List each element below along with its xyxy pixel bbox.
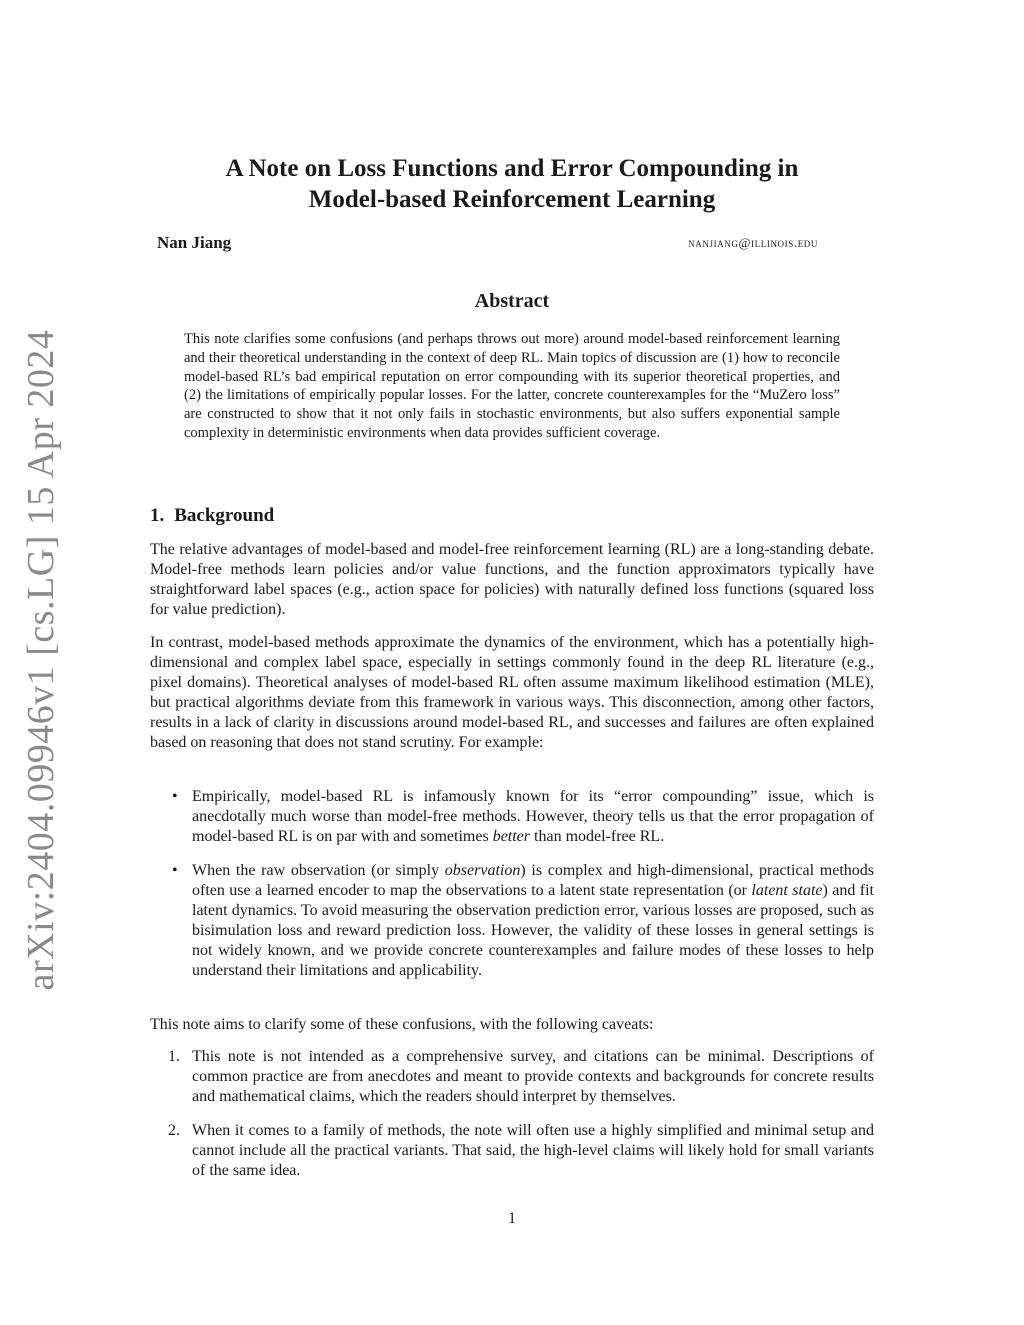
section-title: Background [174, 505, 275, 526]
paragraph-1: The relative advantages of model-based and model-free reinforcement learning (RL) are a long-standing debate. Model-free methods learn policies and/or value functions, and the function approximators typically have straightforward label spaces (e.g., action space for policies) with naturally defined loss functions (squared loss for value prediction). [150, 541, 874, 618]
bullet-item-1 [172, 787, 874, 847]
paper-title [150, 153, 874, 215]
bullet-2-text-c: ) and fit latent dynamics. To avoid measuring the observation prediction error, various losses are proposed, such as bisimulation loss and reward prediction loss. However, the validity of these losses in general settings is not widely known, and we provide concrete counterexamples and failure modes of these losses to help understand their limitations and applicability. [192, 882, 874, 979]
title-line-2: Model-based Reinforcement Learning [308, 186, 716, 213]
bullet-2-text-b: ) is complex and high-dimensional, practical methods often use a learned encoder to map the observations to a latent state representation (or [192, 862, 875, 899]
bullet-item-2 [172, 861, 875, 981]
numbered-item-1 [168, 1047, 874, 1107]
title-line-1: A Note on Loss Functions and Error Compounding in [225, 155, 799, 182]
paragraph-2: In contrast, model-based methods approximate the dynamics of the environment, which has a potentially high-dimensional and complex label space, especially in settings commonly found in the deep RL literature (e.g., pixel domains). Theoretical analyses of model-based RL often assume maximum likelihood estimation (MLE), but practical algorithms deviate from this framework in various ways. This disconnection, among other factors, results in a lack of clarity in discussions around model-based RL, and successes and failures are often explained based on reasoning that does not stand scrutiny. For example: [150, 634, 874, 751]
section-number: 1. [150, 505, 165, 526]
numbered-item-2 [168, 1121, 874, 1181]
item-number-2: 2. [168, 1122, 180, 1139]
item-2-text: When it comes to a family of methods, the note will often use a highly simplified and minimal setup and cannot include all the practical variants. That said, the high-level claims will likely hold for small variants of the same idea. [192, 1122, 874, 1179]
bullet-mark: • [172, 862, 178, 879]
abstract-heading: Abstract [474, 290, 550, 312]
abstract-text: This note clarifies some confusions (and perhaps throws out more) around model-based reinforcement learning and their theoretical understanding in the context of deep RL. Main topics of discussion are (1) how to reconcile model-based RL’s bad empirical reputation on error compounding with its superior theoretical properties, and (2) the limitations of empirically popular losses. For the latter, concrete counterexamples for the “MuZero loss” are constructed to show that it not only fails in stochastic environments, but also suffers exponential sample complexity in deterministic environments when data provides sufficient coverage. [184, 331, 840, 441]
bullet-2-emphasis-1: observation [444, 862, 521, 879]
author-email: nanjiang@illinois.edu [688, 235, 818, 250]
bullet-mark: • [172, 788, 178, 805]
arxiv-id: arXiv:2404.09946v1 [cs.LG] 15 Apr 2024 [20, 329, 62, 991]
bullet-1-text-a: Empirically, model-based RL is infamously known for its “error compounding” issue, which is anecdotally much worse than model-free methods. However, theory tells us that the error propagation of model-based RL is on par with and sometimes [192, 788, 874, 845]
bullet-2-text-a: When the raw observation (or simply [192, 862, 445, 879]
item-number-1: 1. [168, 1048, 180, 1065]
author-name: Nan Jiang [157, 233, 232, 252]
arxiv-sidebar-stamp [12, 329, 70, 991]
paragraph-3: This note aims to clarify some of these confusions, with the following caveats: [150, 1016, 654, 1033]
item-1-text: This note is not intended as a comprehensive survey, and citations can be minimal. Descriptions of common practice are from anecdotes and meant to provide contexts and backgrounds for concrete results and mathematical claims, which the readers should interpret by themselves. [192, 1048, 874, 1105]
bullet-2-emphasis-2: latent state [751, 882, 823, 899]
bullet-1-text-b: than model-free RL. [530, 828, 665, 845]
page-number: 1 [508, 1210, 516, 1227]
bullet-1-emphasis: better [492, 828, 531, 845]
section-heading [150, 505, 274, 527]
